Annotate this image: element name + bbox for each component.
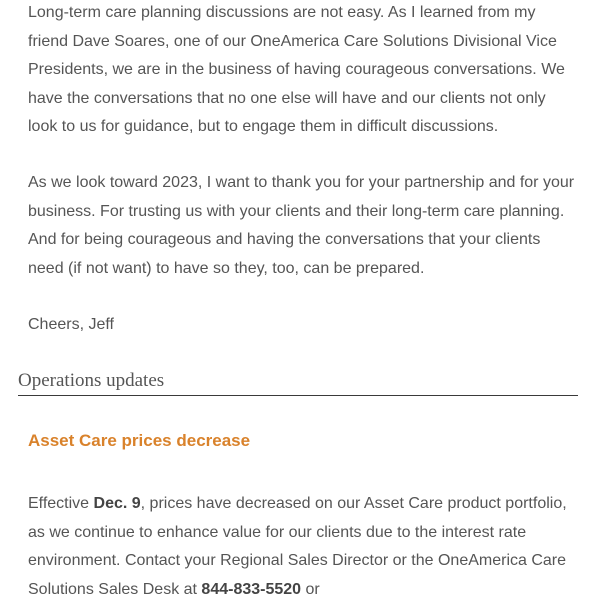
article-body bbox=[28, 490, 576, 604]
article-title: Asset Care prices decrease bbox=[28, 431, 251, 450]
letter-signoff: Cheers, Jeff bbox=[28, 316, 114, 333]
article-body-prefix: Effective bbox=[28, 495, 94, 512]
article-body-suffix: or bbox=[301, 580, 320, 598]
section-heading-text: Operations updates bbox=[18, 370, 165, 391]
letter-paragraph-1: Long-term care planning discussions are not easy. As I learned from my friend Dave Soares, one of our OneAmerica Care Solutions Divisional Vice Presidents, we are in the business of having courageous conversations. We have the conversations that no one else will have and our clients not only look to us for guidance, but to engage them in difficult discussions. bbox=[28, 4, 565, 135]
letter-paragraph-2: As we look toward 2023, I want to thank you for your partnership and for your business. For trusting us with your clients and their long-term care planning. And for being courageous and having the conversations that your clients need (if not want) to have so they, too, can be prepared. bbox=[28, 174, 575, 277]
article-body-middle: , prices have decreased on our Asset Care product portfolio, as we continue to enhance value for our clients due to the interest rate environment. Contact your Regional Sales Director or the OneAmerica Care Solutions Sales Desk at bbox=[28, 495, 567, 598]
section-heading-operations-updates bbox=[18, 368, 578, 396]
effective-date: Dec. 9 bbox=[93, 495, 141, 512]
sales-desk-phone: 844-833-5520 bbox=[201, 580, 302, 598]
